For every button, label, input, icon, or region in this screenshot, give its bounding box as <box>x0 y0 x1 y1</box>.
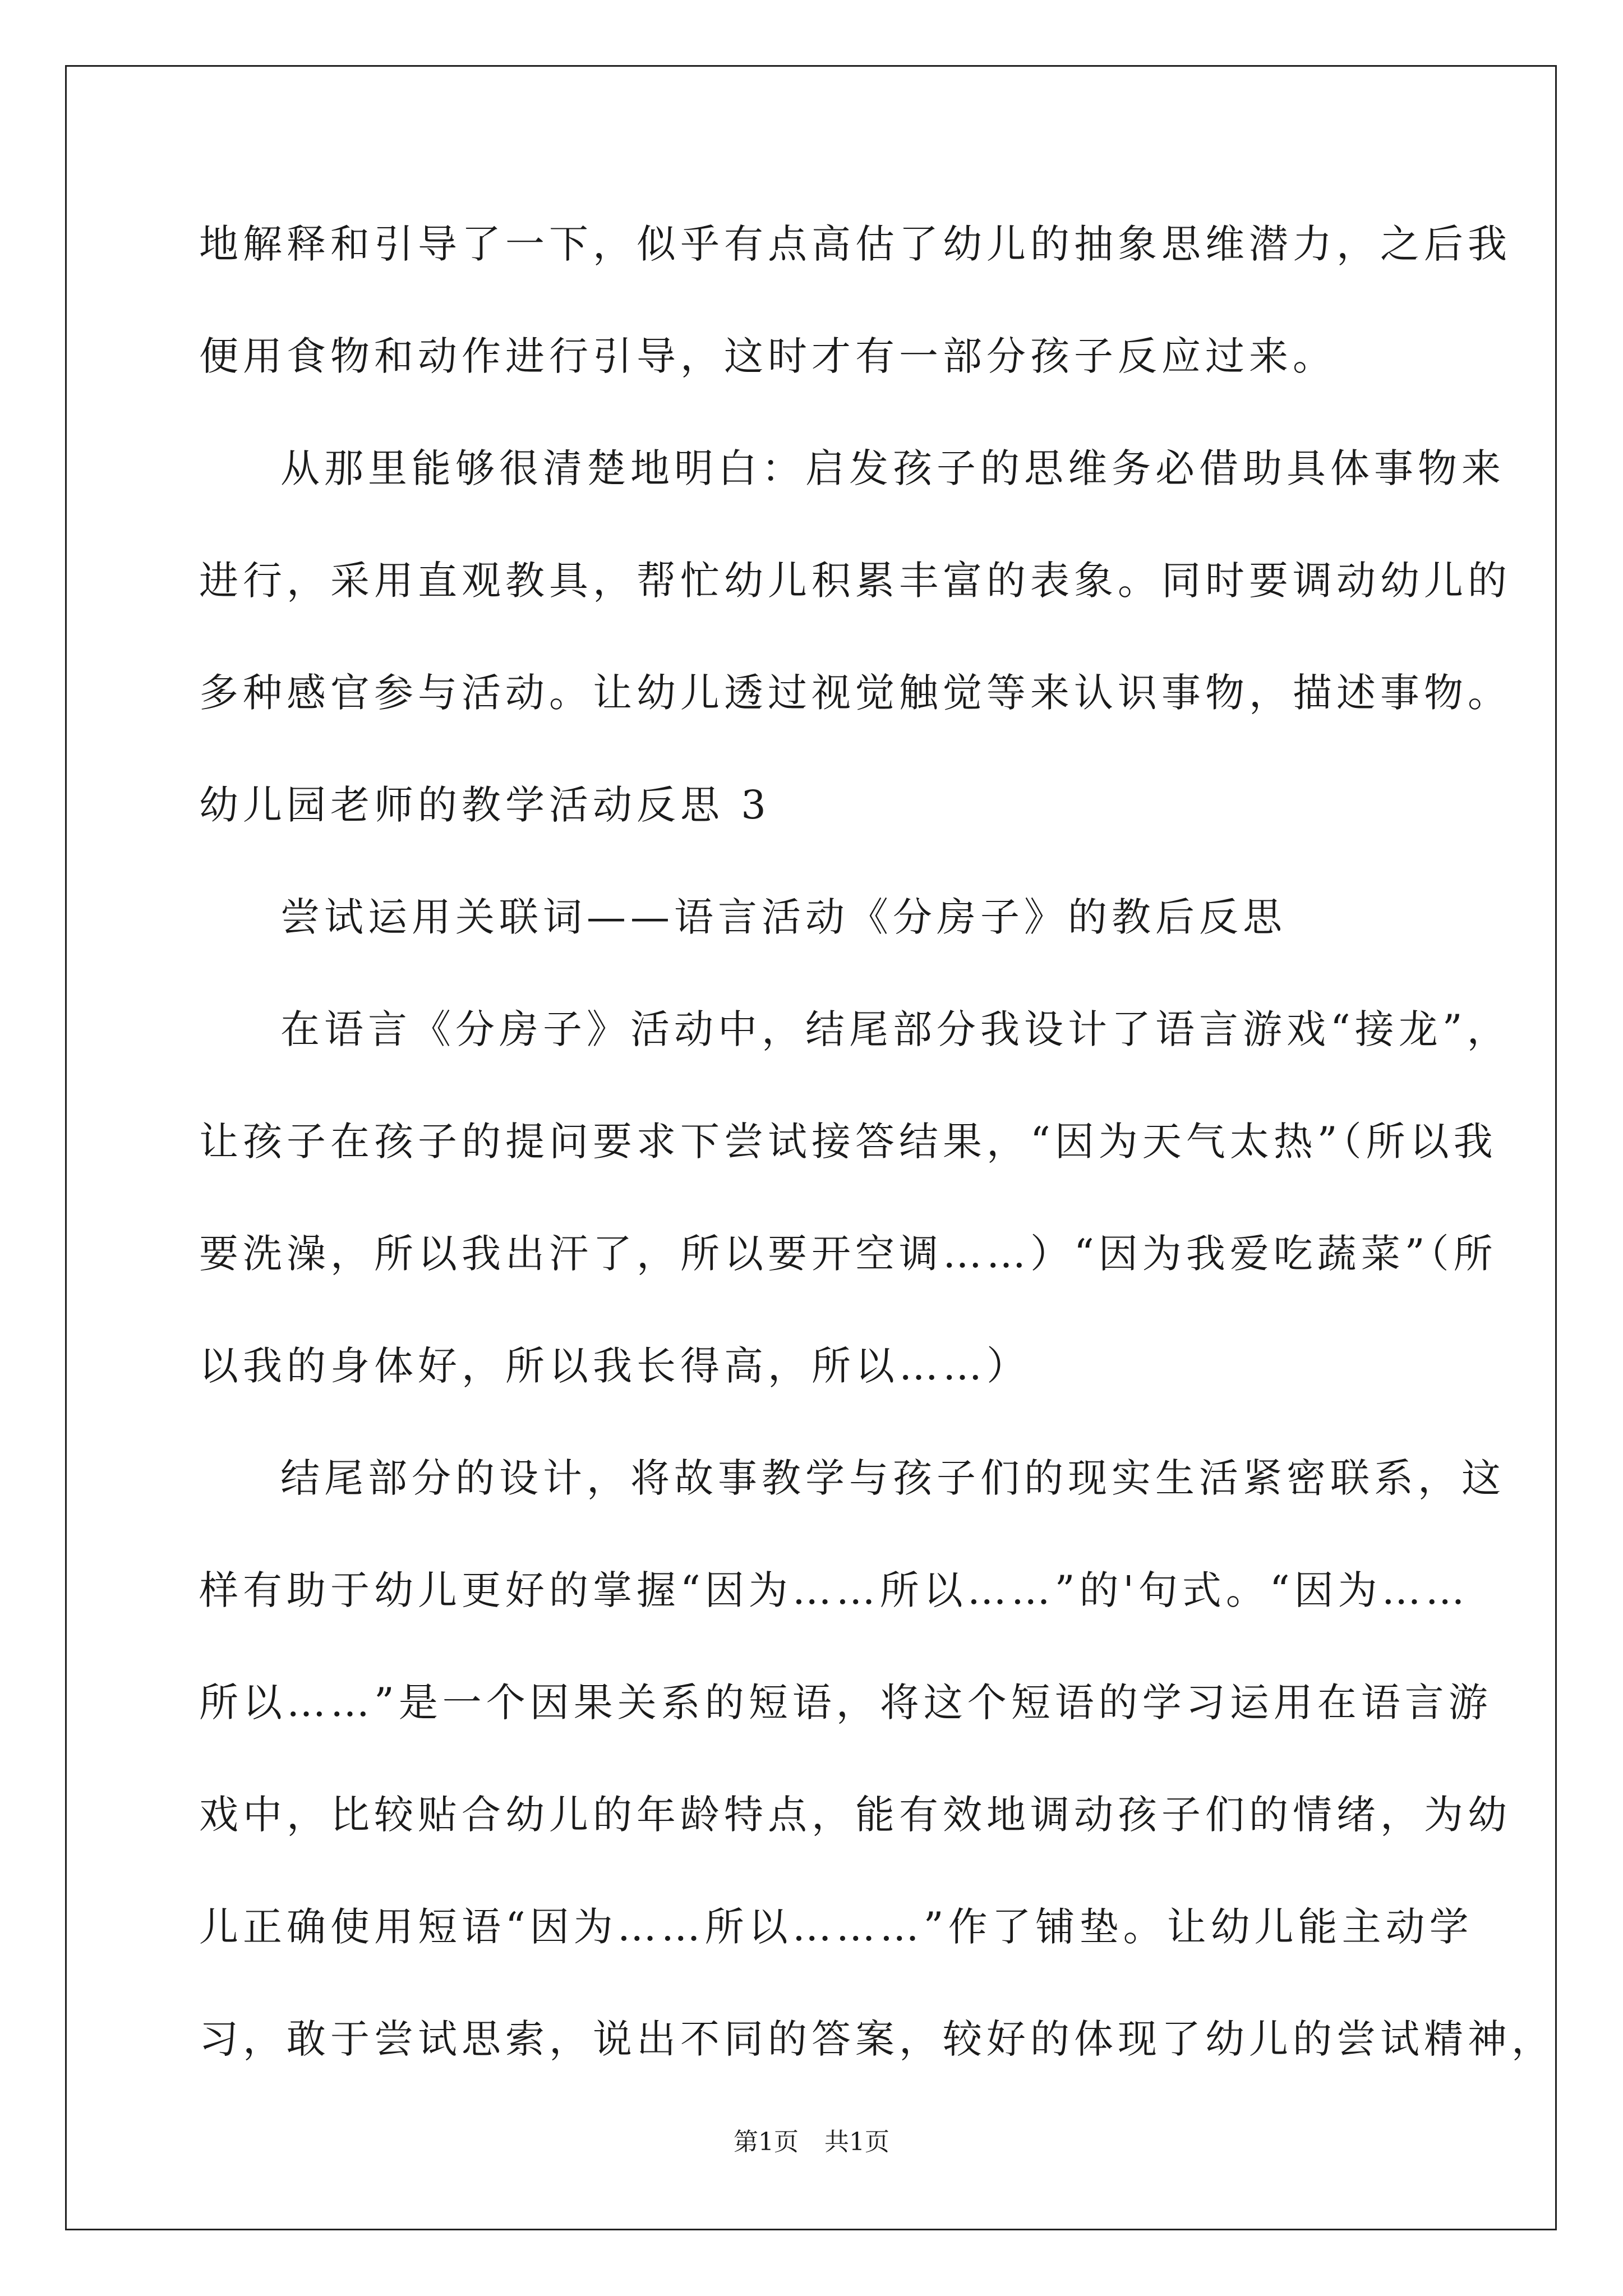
text-line: 让孩子在孩子的提问要求下尝试接答结果，“因为天气太热”（所以我 <box>199 1119 1497 1165</box>
section-heading: 幼儿园老师的教学活动反思 3 <box>199 782 771 828</box>
page-footer <box>0 2125 1623 2159</box>
text-line: 所以……”是一个因果关系的短语，将这个短语的学习运用在语言游 <box>199 1680 1492 1726</box>
section-subtitle: 尝试运用关联词——语言活动《分房子》的教后反思 <box>280 894 1287 940</box>
paragraph-start-line: 在语言《分房子》活动中，结尾部分我设计了语言游戏“接龙”， <box>280 1006 1511 1052</box>
page-number: 第1页 <box>734 2128 799 2156</box>
text-line: 儿正确使用短语“因为……所以………”作了铺垫。让幼儿能主动学 <box>199 1904 1473 1950</box>
text-line: 要洗澡，所以我出汗了，所以要开空调……）“因为我爱吃蔬菜”（所 <box>199 1231 1497 1277</box>
text-line: 戏中，比较贴合幼儿的年龄特点，能有效地调动孩子们的情绪，为幼 <box>199 1792 1511 1838</box>
page-total: 共1页 <box>824 2128 889 2156</box>
paragraph-start-line: 结尾部分的设计，将故事教学与孩子们的现实生活紧密联系，这 <box>280 1455 1505 1501</box>
text-line: 便用食物和动作进行引导，这时才有一部分孩子反应过来。 <box>199 333 1336 379</box>
text-line: 地解释和引导了一下，似乎有点高估了幼儿的抽象思维潜力，之后我 <box>199 221 1511 267</box>
text-line: 以我的身体好，所以我长得高，所以……） <box>199 1343 1030 1389</box>
text-line: 进行，采用直观教具，帮忙幼儿积累丰富的表象。同时要调动幼儿的 <box>199 558 1511 604</box>
text-line: 多种感官参与活动。让幼儿透过视觉触觉等来认识事物，描述事物。 <box>199 670 1511 716</box>
document-body <box>199 213 1555 2120</box>
text-line: 习，敢于尝试思索，说出不同的答案，较好的体现了幼儿的尝试精神， <box>199 2016 1555 2062</box>
paragraph-start-line: 从那里能够很清楚地明白：启发孩子的思维务必借助具体事物来 <box>280 445 1505 491</box>
text-line: 样有助于幼儿更好的掌握“因为……所以……”的'句式。“因为…… <box>199 1567 1469 1613</box>
